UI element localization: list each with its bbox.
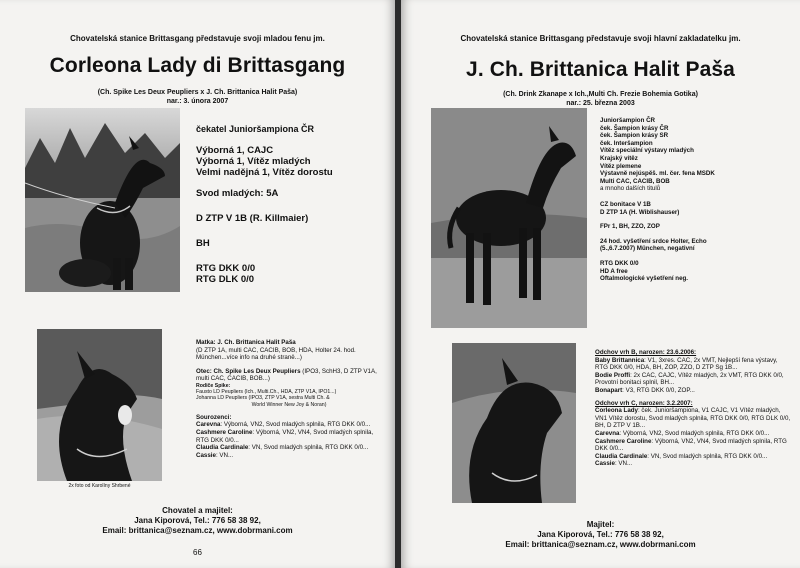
right-litters [595, 349, 791, 468]
title-line: Multi CAC, CACIB, BOB [600, 177, 670, 185]
left-owner-block [0, 506, 395, 536]
puppy-text: : Výborná, VN2, Svod mladých splnila, RTG DKK 0/0... [619, 429, 770, 437]
puppy-name: Cashmere Caroline [595, 437, 652, 445]
sibling-item [196, 452, 382, 460]
page-number: 66 [193, 548, 202, 557]
dog-photo-standing [431, 108, 587, 328]
puppy-name: Cassie [595, 460, 615, 468]
left-achievements [196, 123, 391, 285]
work-line: RTG DKK 0/0 [600, 259, 639, 267]
photo-caption: 2x foto od Karolíny Shrbené [68, 483, 131, 489]
owner-label: Chovatel a majitel: [162, 506, 233, 515]
title-line: ček. Šampion krásy ČR [600, 124, 669, 132]
litter-item [595, 387, 791, 395]
owner-label: Majitel: [586, 520, 615, 529]
puppy-name: Carevna [595, 429, 620, 437]
work-line: D ZTP 1A (H. Wiblishauser) [600, 208, 680, 216]
achievement-line: BH [196, 238, 210, 249]
left-page [0, 0, 395, 568]
sibling-text: : Výborná, VN2, Svod mladých splnila, RTG DKK 0/0... [220, 421, 371, 429]
owner-contact: Jana Kiporová, Tel.: 776 58 38 92, [134, 516, 261, 525]
title-line: Vítěz plemene [600, 162, 642, 170]
litter-item [595, 407, 791, 430]
title-line: Vítěz speciální výstavy mladých [600, 147, 694, 155]
sibling-item [196, 421, 382, 429]
father-label: Otec: Ch. Spike Les Deux Peupliers [196, 367, 301, 375]
spacer [196, 249, 391, 263]
sibling-item [196, 444, 382, 452]
sibling-text: : Výborná, VN2, VN4, Svod mladých splnila, RTG DKK 0/0... [196, 428, 374, 444]
achievement-line: RTG DKK 0/0 [196, 263, 256, 274]
work-line: (5.,6.7.2007) München, negativní [600, 245, 695, 253]
sibling-name: Cashmere Caroline [196, 428, 253, 436]
dog-photo-portrait [37, 329, 162, 481]
puppy-text: : VN, Svod mladých splnila, RTG DKK 0/0... [647, 452, 768, 460]
puppy-name: Corleona Lady [595, 407, 638, 415]
father-text: (IPO3, SchH3, D ZTP V1A, multi CAC, CACIB, BOB...) [196, 367, 377, 383]
father-parents-label: Rodiče Spike: [196, 382, 231, 389]
litter-item [595, 460, 791, 468]
dog-photo-sitting [25, 108, 180, 292]
father-parent-line: Fausto LD Peupliers (Ich., Multi.Ch., HDA, ZTP V1A, IPO1...) [196, 389, 337, 396]
title-line: ček. Interšampion [600, 139, 653, 147]
work-line: CZ bonitace V 1B [600, 200, 651, 208]
title-line: ček. Šampion krásy SR [600, 132, 669, 140]
spacer [600, 231, 795, 238]
achievement-line: Velmi nadějná 1, Vítěz dorostu [196, 167, 333, 178]
title-line: Výstavně nejúspěš. ml. čer. fena MSDK [600, 170, 715, 178]
achievement-line: Výborná 1, CAJC [196, 145, 274, 156]
puppy-name: Bonapart [595, 386, 623, 394]
right-header: Chovatelská stanice Brittasgang představuje svoji hlavní zakladatelku jm. [460, 34, 741, 43]
left-title: Corleona Lady di Brittasgang [49, 54, 346, 77]
puppy-text: : V3, RTG DKK 0/0, ZOP... [622, 386, 695, 394]
title-line: a mnoho dalších titulů [600, 185, 661, 193]
doberman-sitting-image [25, 108, 180, 292]
puppy-text: : VN... [614, 460, 633, 468]
left-born: nar.: 3. února 2007 [166, 98, 229, 105]
puppy-name: Claudia Cardinale [595, 452, 648, 460]
sibling-text: : VN, Svod mladých splnila, RTG DKK 0/0... [248, 444, 369, 452]
litter-item [595, 453, 791, 461]
work-line: HD A free [600, 267, 628, 275]
puppy-name: Baby Brittannica [595, 356, 645, 364]
father-parent-line: World Winner New Joy & Noran) [251, 401, 327, 408]
puppy-text: : V1, 3xres. CAC, 2x VMT, Nejlepší fena výstavy, RTG DKK 0/0, HDA, BH, ZOP, ZZO, D ZTP Sg 1B... [595, 356, 778, 372]
puppy-text: : ček. Junioršampiona, V1 CAJC, V1 Vítěz mladých, VN1 Vítěz dorostu, Svod mladých splnila, RTG DKK 0/0, RTG DLK 0/0, BH, D ZTP V 1B... [595, 407, 791, 430]
puppy-name: Bodie Proffi [595, 371, 631, 379]
dog-photo-head [452, 343, 576, 503]
work-line: 24 hod. vyšetření srdce Holter, Echo [600, 237, 707, 245]
achievement-line: Svod mladých: 5A [196, 188, 279, 199]
spacer [196, 178, 391, 188]
achievement-line: D ZTP V 1B (R. Killmaier) [196, 213, 309, 224]
sibling-item [196, 429, 382, 444]
work-line: Oftalmologické vyšetření neg. [600, 275, 689, 283]
work-line: FPr 1, BH, ZZO, ZOP [600, 223, 660, 231]
title-line: Junioršampion ČR [600, 117, 656, 124]
puppy-text: : Výborná, VN2, VN4, Svod mladých splnila, RTG DKK 0/0... [595, 437, 787, 453]
siblings-label: Sourozenci: [196, 413, 232, 421]
mother-text: (D ZTP 1A, multi CAC, CACIB, BOB, HDA, Holter 24. hod. München...více info na druhé straně...) [196, 346, 356, 362]
litter-item [595, 357, 791, 372]
left-pedigree [196, 339, 382, 459]
spacer [196, 224, 391, 238]
right-born: nar.: 25. března 2003 [566, 100, 635, 107]
doberman-standing-image [431, 108, 587, 328]
right-page [401, 0, 800, 568]
sibling-text: : VN... [215, 451, 234, 459]
left-parents: (Ch. Spike Les Deux Peupliers x J. Ch. Brittanica Halit Paša) [97, 89, 298, 96]
spacer [196, 199, 391, 213]
spacer [196, 135, 391, 145]
doberman-portrait-image [37, 329, 162, 481]
litter-item [595, 438, 791, 453]
owner-web: Email: brittanica@seznam.cz, www.dobrmani.com [505, 540, 696, 549]
puppy-text: : 2x CAC, CAJC, Vítěz mladých, 2x VMT, RTG DKK 0/0, Provotní bonitaci splnil, BH... [595, 371, 784, 387]
mother-label: Matka: J. Ch. Brittanica Halit Paša [196, 339, 296, 346]
right-owner-block [401, 520, 800, 550]
achievement-line: Výborná 1, Vítěz mladých [196, 156, 311, 167]
left-header: Chovatelská stanice Brittasgang představuje svoji mladou fenu jm. [70, 34, 325, 43]
litter-item [595, 430, 791, 438]
achievement-line: čekatel Junioršampiona ČR [196, 124, 315, 134]
sibling-name: Carevna [196, 421, 221, 429]
litter-c-label: Odchov vrh C, narozen: 3.2.2007: [595, 399, 693, 407]
spacer [600, 193, 795, 201]
doberman-head-image [452, 343, 576, 503]
title-line: Krajský vítěz [600, 154, 638, 162]
sibling-name: Claudia Cardinale [196, 444, 249, 452]
sibling-name: Cassie [196, 451, 216, 459]
owner-web: Email: brittanica@seznam.cz, www.dobrmani.com [102, 526, 293, 535]
litter-item [595, 372, 791, 387]
father-parent-line: Johanna LD Peupliers (IPO3, ZTP V1A, sestra Multi Ch. & [196, 395, 330, 402]
right-title: J. Ch. Brittanica Halit Paša [466, 58, 735, 81]
owner-contact: Jana Kiporová, Tel.: 776 58 38 92, [537, 530, 664, 539]
spacer [600, 216, 795, 223]
spacer [600, 253, 795, 260]
litter-b-label: Odchov vrh B, narozen: 23.6.2006: [595, 349, 697, 356]
right-parents: (Ch. Drink Zkanape x Ich.,Multi Ch. Frezie Bohemia Gotika) [503, 91, 698, 98]
right-titles [600, 117, 795, 283]
achievement-line: RTG DLK 0/0 [196, 274, 255, 285]
